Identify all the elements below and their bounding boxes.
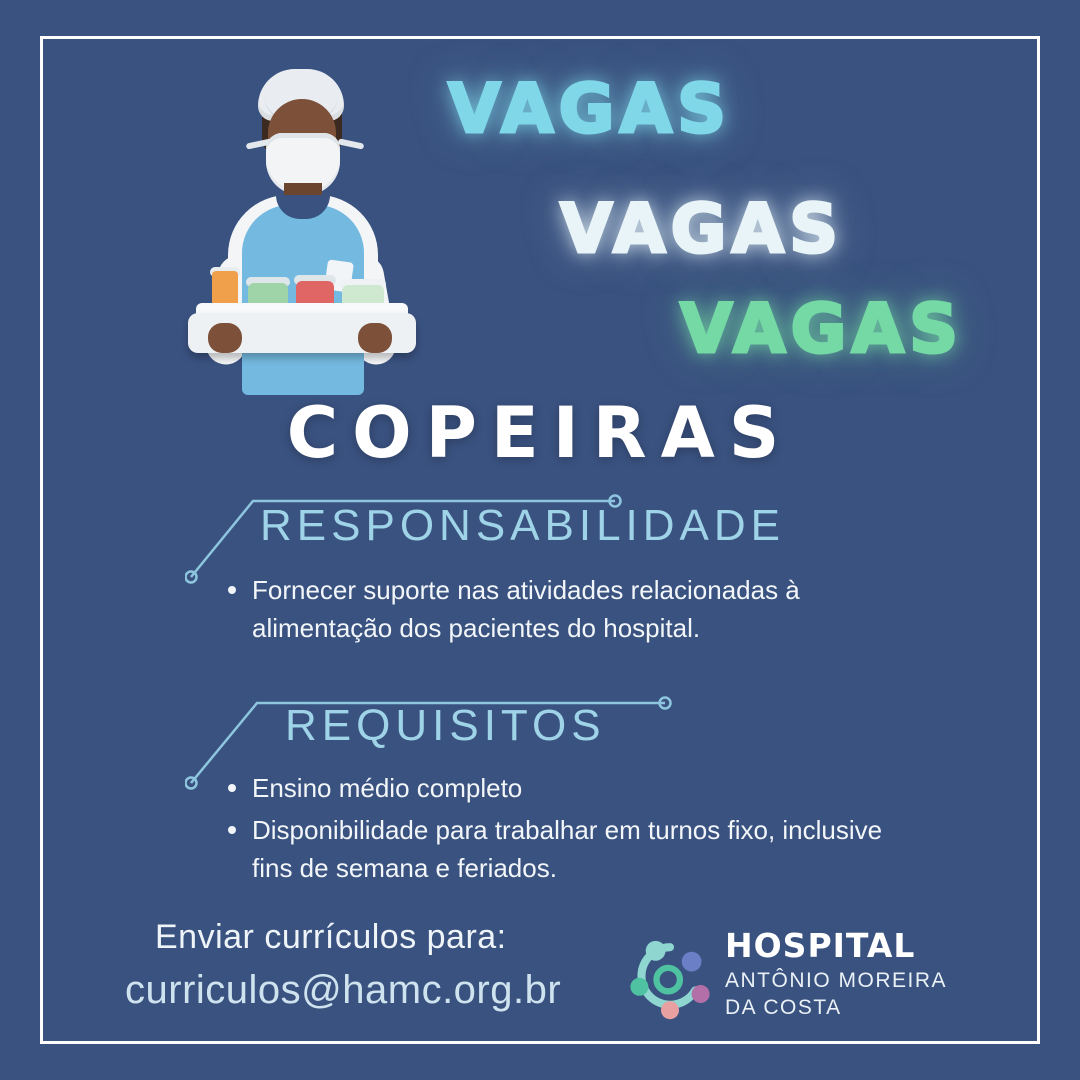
hand-left [208, 323, 242, 353]
cta-text: Enviar currículos para: [155, 918, 507, 956]
hospital-logo [625, 925, 955, 1030]
section-heading-requisitos: REQUISITOS [285, 701, 606, 750]
job-title: COPEIRAS [286, 392, 794, 474]
list-requisitos [222, 770, 912, 892]
neon-vagas-3: VAGAS [680, 290, 964, 369]
section-heading-responsabilidade: RESPONSABILIDADE [260, 501, 786, 550]
neon-vagas-1: VAGAS [448, 70, 732, 149]
list-item: Disponibilidade para trabalhar em turnos fixo, inclusive fins de semana e feriados. [222, 812, 912, 888]
list-item: Fornecer suporte nas atividades relacionadas à alimentação dos pacientes do hospital. [222, 572, 912, 648]
logo-mark-icon [625, 931, 715, 1021]
photo-copeira-with-tray [150, 55, 450, 395]
logo-subtitle-line2: DA COSTA [725, 996, 842, 1019]
mask-strap-right [338, 138, 365, 149]
logo-subtitle-line1: ANTÔNIO MOREIRA [725, 969, 948, 992]
contact-email[interactable]: curriculos@hamc.org.br [125, 968, 562, 1012]
neon-vagas-2: VAGAS [560, 190, 844, 269]
hand-right [358, 323, 392, 353]
logo-name: HOSPITAL [725, 926, 916, 965]
list-item: Ensino médio completo [222, 770, 912, 808]
logo-text-block [725, 926, 948, 1020]
list-responsabilidade [222, 572, 912, 652]
